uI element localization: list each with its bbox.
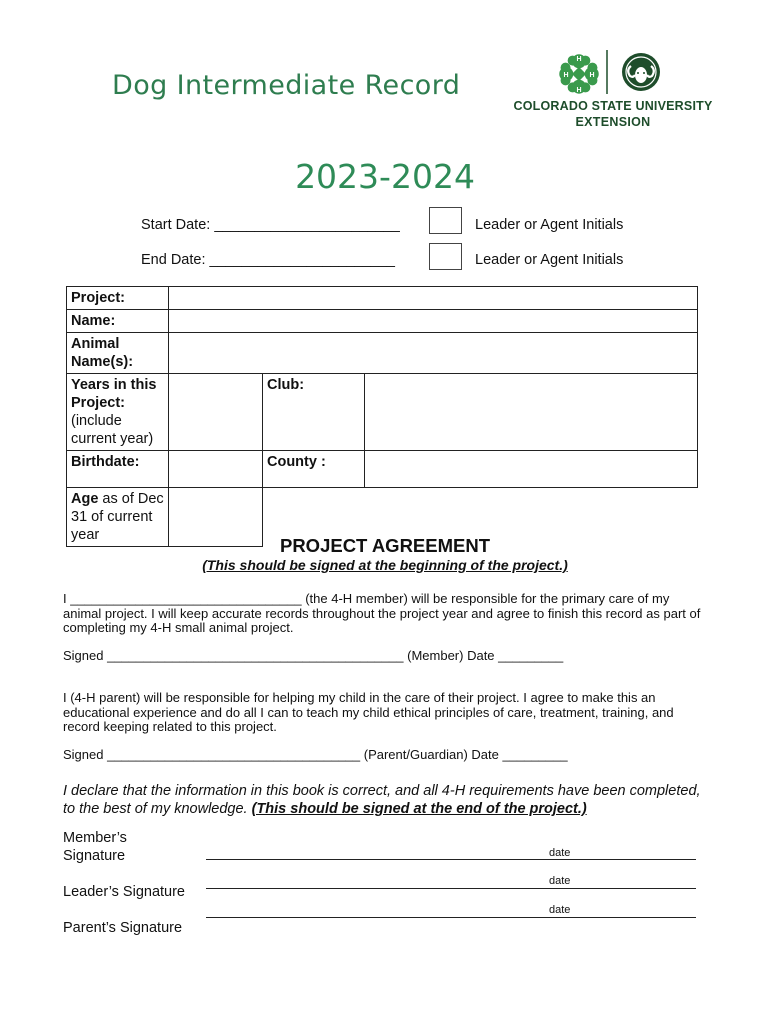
years-in-project-label: Years in this Project: (include current year)	[67, 374, 169, 451]
document-title: Dog Intermediate Record	[112, 70, 461, 101]
birthdate-field[interactable]	[169, 451, 263, 488]
age-label: Age as of Dec 31 of current year	[67, 488, 169, 547]
end-date-field[interactable]: End Date: _______________________	[141, 252, 395, 268]
parent-date-label: date	[549, 904, 571, 916]
svg-text:H: H	[576, 56, 582, 63]
member-signature-line[interactable]	[206, 846, 696, 860]
club-label: Club:	[263, 374, 365, 451]
csu-ram-icon	[622, 53, 660, 91]
parent-signature-label: Parent’s Signature	[63, 920, 183, 936]
name-label: Name:	[67, 310, 169, 333]
club-field[interactable]	[365, 374, 698, 451]
project-field[interactable]	[169, 287, 698, 310]
county-field[interactable]	[365, 451, 698, 488]
member-signature-label: Member’s Signature	[63, 830, 127, 864]
parent-signed-line[interactable]: Signed ___________________________________ (Parent/Guardian) Date _________	[63, 747, 568, 762]
project-info-table	[66, 286, 698, 547]
start-date-field[interactable]: Start Date: _______________________	[141, 217, 400, 233]
member-agreement-text: I ________________________________ (the 4-H member) will be responsible for the primary care of my animal project. I will keep accurate records throughout the project year and agree to finish this record as part of completing my 4-H small animal project.	[63, 591, 701, 635]
start-initials-box[interactable]	[429, 207, 462, 234]
logo-university-name: COLORADO STATE UNIVERSITY	[513, 99, 713, 113]
member-signed-line[interactable]: Signed _________________________________________ (Member) Date _________	[63, 648, 564, 663]
end-initials-box[interactable]	[429, 243, 462, 270]
svg-text:H: H	[563, 72, 569, 79]
project-label: Project:	[67, 287, 169, 310]
member-date-label: date	[549, 847, 571, 859]
logo-graphics	[503, 48, 723, 98]
agreement-subheading: (This should be signed at the beginning of the project.)	[202, 557, 568, 573]
start-initials-label: Leader or Agent Initials	[475, 217, 624, 233]
agreement-heading: PROJECT AGREEMENT	[279, 535, 491, 556]
birthdate-label: Birthdate:	[67, 451, 169, 488]
animal-names-field[interactable]	[169, 333, 698, 374]
csu-extension-logo	[503, 48, 723, 132]
svg-text:H: H	[589, 72, 595, 79]
logo-extension-name: EXTENSION	[575, 115, 651, 129]
animal-names-label: Animal Name(s):	[67, 333, 169, 374]
svg-text:H: H	[576, 87, 582, 94]
end-initials-label: Leader or Agent Initials	[475, 252, 624, 268]
years-in-project-field[interactable]	[169, 374, 263, 451]
name-field[interactable]	[169, 310, 698, 333]
leader-date-label: date	[549, 875, 571, 887]
leader-signature-label: Leader’s Signature	[63, 884, 185, 900]
declaration-text: I declare that the information in this book is correct, and all 4-H requirements have been completed, to the best of my knowledge. (This should be signed at the end of the project.)	[63, 783, 701, 817]
county-label: County :	[263, 451, 365, 488]
parent-agreement-text: I (4-H parent) will be responsible for helping my child in the care of their project. I agree to make this an educational experience and do all I can to teach my child ethical principles of care, treatment, training, and record keeping related to this project.	[63, 690, 674, 734]
parent-signature-line[interactable]	[206, 904, 696, 918]
leader-signature-line[interactable]	[206, 875, 696, 889]
record-year: 2023-2024	[295, 157, 475, 196]
